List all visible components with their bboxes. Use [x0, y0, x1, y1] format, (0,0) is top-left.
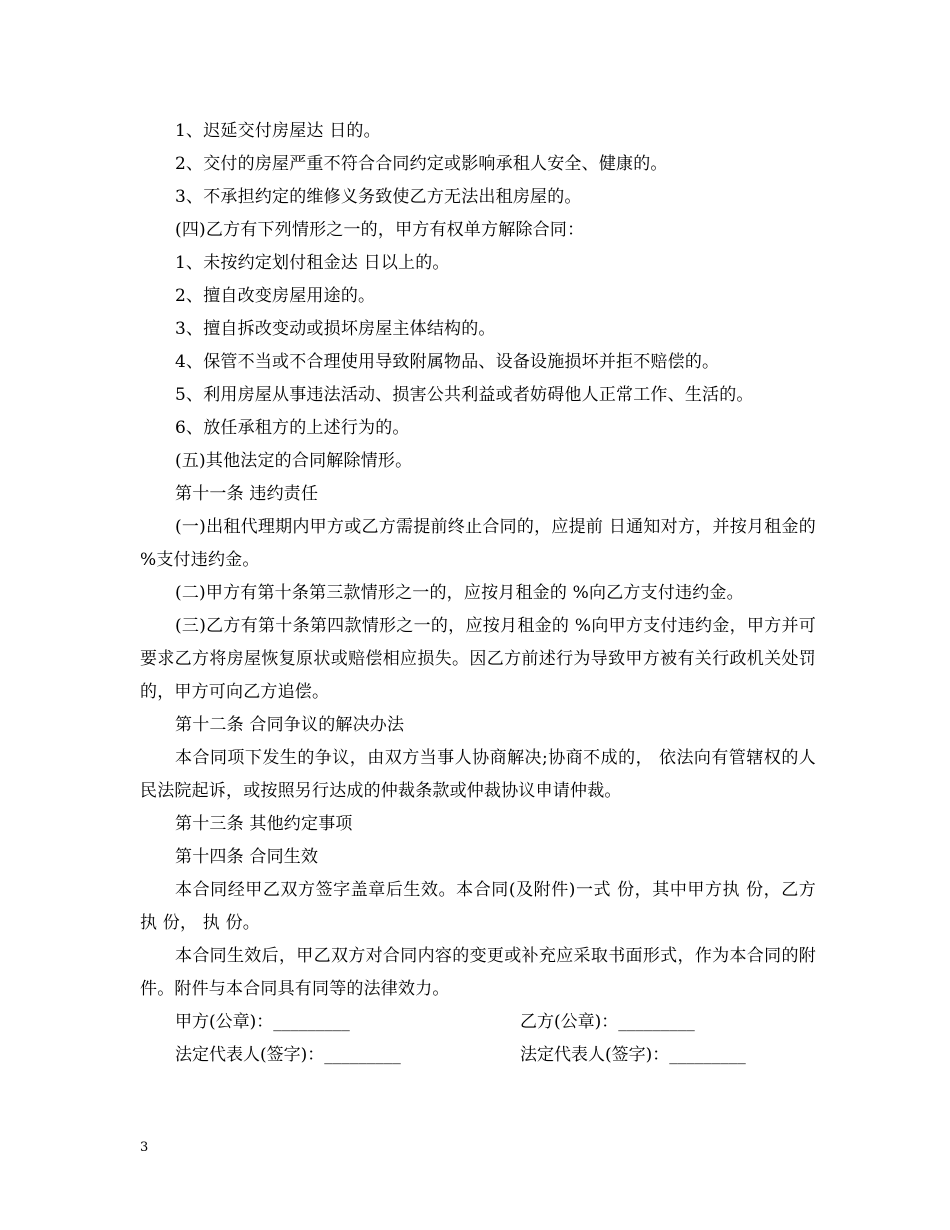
- party-a-representative-line: 法定代表人(签字)：_________: [175, 1045, 401, 1065]
- signature-row-seal: [140, 1006, 816, 1039]
- signature-row-representative: [140, 1039, 816, 1072]
- clause-item: 2、擅自改变房屋用途的。: [175, 286, 376, 306]
- clause-heading: (五)其他法定的合同解除情形。: [175, 451, 413, 471]
- article-title: 第十二条 合同争议的解决办法: [175, 715, 405, 735]
- page-number: 3: [140, 1140, 149, 1155]
- clause-item: 4、保管不当或不合理使用导致附属物品、设备设施损坏并拒不赔偿的。: [175, 352, 720, 372]
- party-a-seal-line: 甲方(公章)：_________: [175, 1012, 350, 1032]
- clause-paragraph: 本合同生效后，甲乙双方对合同内容的变更或补充应采取书面形式，作为本合同的附件。附件与本合同具有同等的法律效力。: [140, 946, 816, 999]
- clause-item: 3、擅自拆改变动或损坏房屋主体结构的。: [175, 319, 496, 339]
- document-body: [140, 115, 822, 1072]
- clause-item: 1、迟延交付房屋达 日的。: [175, 121, 381, 141]
- clause-paragraph: 本合同经甲乙双方签字盖章后生效。本合同(及附件)一式 份，其中甲方执 份，乙方执 份， 执 份。: [140, 880, 816, 933]
- clause-heading: (四)乙方有下列情形之一的，甲方有权单方解除合同：: [175, 220, 585, 240]
- clause-paragraph: 本合同项下发生的争议，由双方当事人协商解决;协商不成的， 依法向有管辖权的人民法院起诉，或按照另行达成的仲裁条款或仲裁协议申请仲裁。: [140, 748, 816, 801]
- clause-item: 6、放任承租方的上述行为的。: [175, 418, 410, 438]
- clause-item: 5、利用房屋从事违法活动、损害公共利益或者妨碍他人正常工作、生活的。: [175, 385, 754, 405]
- party-b-seal-line: 乙方(公章)：_________: [520, 1012, 695, 1032]
- clause-item: 3、不承担约定的维修义务致使乙方无法出租房屋的。: [175, 187, 582, 207]
- clause-paragraph: (三)乙方有第十条第四款情形之一的，应按月租金的 %向甲方支付违约金，甲方并可要求乙方将房屋恢复原状或赔偿相应损失。因乙方前述行为导致甲方被有关行政机关处罚的，甲方可向乙方追偿。: [140, 616, 816, 702]
- clause-paragraph: (一)出租代理期内甲方或乙方需提前终止合同的，应提前 日通知对方，并按月租金的 %支付违约金。: [140, 517, 822, 570]
- clause-item: 1、未按约定划付租金达 日以上的。: [175, 253, 450, 273]
- article-title: 第十一条 违约责任: [175, 484, 319, 504]
- article-title: 第十四条 合同生效: [175, 847, 319, 867]
- clause-paragraph: (二)甲方有第十条第三款情形之一的，应按月租金的 %向乙方支付违约金。: [175, 583, 744, 603]
- clause-item: 2、交付的房屋严重不符合合同约定或影响承租人安全、健康的。: [175, 154, 668, 174]
- article-title: 第十三条 其他约定事项: [175, 814, 353, 834]
- party-b-representative-line: 法定代表人(签字)：_________: [520, 1045, 746, 1065]
